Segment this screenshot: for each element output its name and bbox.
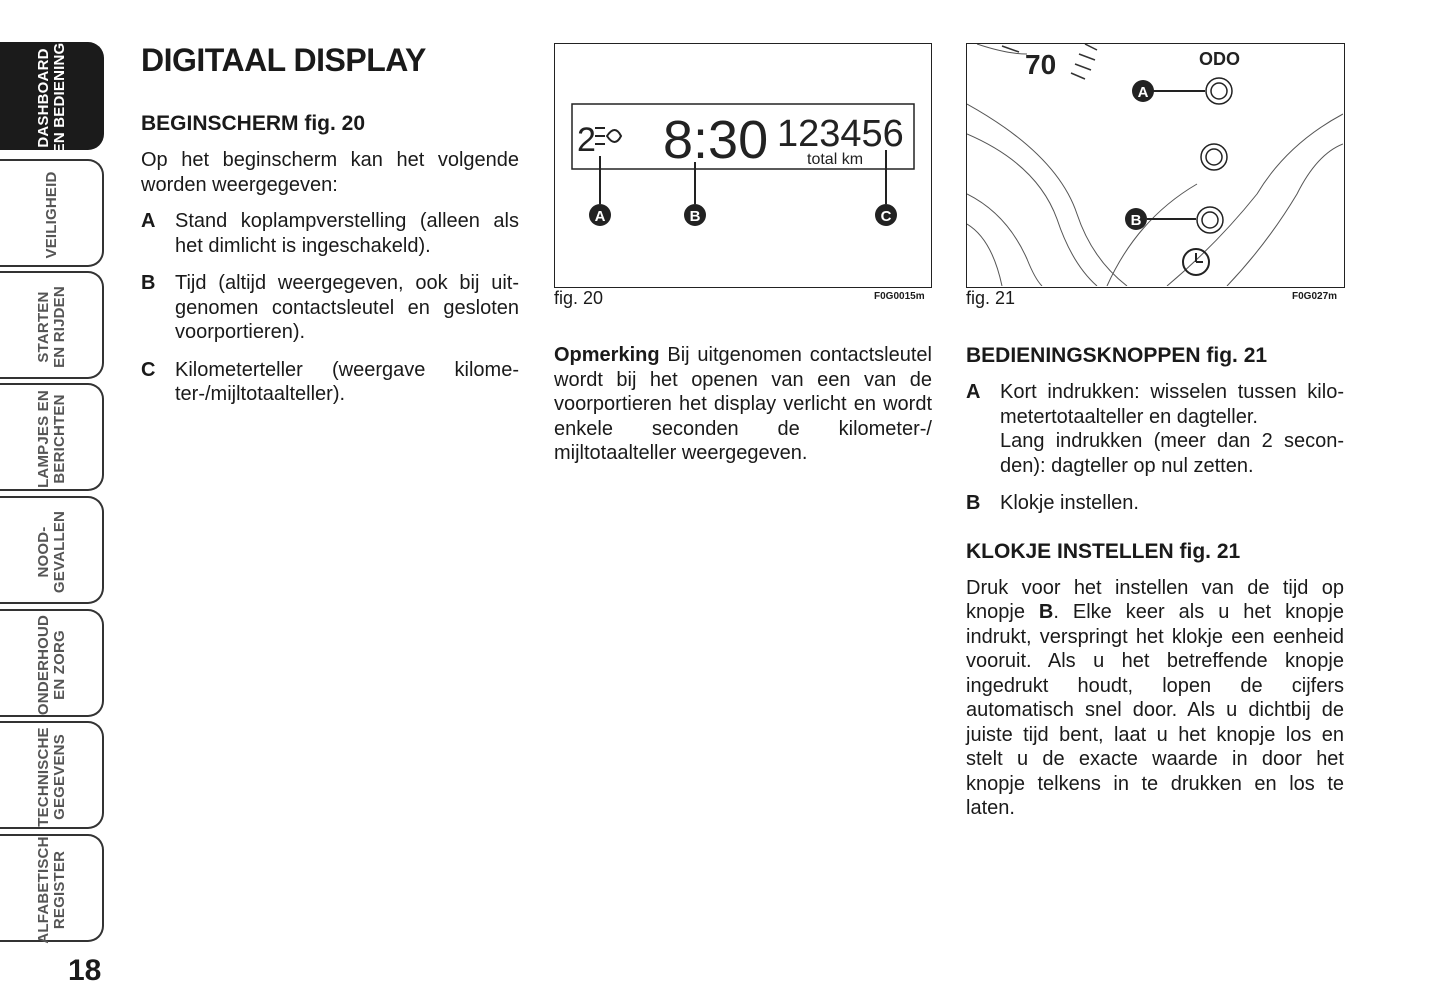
- para-bold: B: [1038, 601, 1054, 623]
- callout-b-label: B: [689, 208, 701, 225]
- tab-register[interactable]: [0, 834, 104, 942]
- tab-label: LAMPJES EN BERICHTEN: [35, 390, 68, 488]
- item-text: Klokje instellen.: [1000, 492, 1139, 514]
- tab-dashboard[interactable]: [0, 42, 104, 154]
- page-number: 18: [68, 954, 102, 987]
- clock-button: [1197, 207, 1223, 233]
- item-text-part1: Kort indrukken: wisselen tussen kilometertotaalteller en dagteller.: [1000, 381, 1344, 428]
- clock-value: 8:30: [663, 110, 769, 170]
- item-letter: C: [141, 358, 156, 381]
- odo-button: [1206, 78, 1232, 104]
- item-text-part2: Lang indrukken (meer dan 2 seconden): dagteller op nul zetten.: [1000, 430, 1344, 477]
- section-heading-klokje: KLOKJE INSTELLEN fig. 21: [966, 539, 1241, 563]
- figure-21: [966, 43, 1345, 288]
- headlamp-level-value: 2: [577, 121, 596, 159]
- item-text: Stand koplampverstelling (alleen als het dimlicht is ingeschakeld).: [175, 210, 519, 257]
- tab-veiligheid[interactable]: [0, 159, 104, 267]
- section-heading-beginscherm: BEGINSCHERM fig. 20: [141, 112, 366, 135]
- tab-label: NOOD- GEVALLEN: [35, 510, 68, 594]
- klokje-paragraph: [966, 576, 1344, 821]
- list-item: [966, 380, 1344, 478]
- display-illustration: [555, 44, 930, 286]
- item-text: Kilometerteller (weergave kilometer-/mijltotaalteller).: [175, 358, 519, 405]
- figure-21-code: F0G027m: [1292, 291, 1338, 302]
- callout-a-label: A: [594, 208, 606, 225]
- tab-lampjes[interactable]: [0, 383, 104, 491]
- odometer-unit: total km: [807, 151, 864, 168]
- column-2: [554, 343, 932, 478]
- item-letter: A: [966, 381, 981, 403]
- item-text: [1000, 380, 1344, 478]
- item-text: Tijd (altijd weergegeven, ook bij uitgenomen contactsleutel en gesloten voorportieren).: [175, 272, 519, 343]
- para-start: Druk voor het instellen van de tijd op knopje: [966, 576, 1344, 623]
- section-heading-bedieningsknoppen: BEDIENINGSKNOPPEN fig. 21: [966, 344, 1268, 367]
- figure-20-code: F0G0015m: [874, 291, 925, 302]
- para-end: . Elke keer als u het knopje indrukt, verspringt het klokje een eenheid vooruit. Als u het betreffende knopje ingedrukt houdt, lopen de cijfers automatisch snel door. Als u dichtbij de juiste tijd bent, laat u het knopje los en stelt u de exacte waarde in door het knopje telkens in te drukken en los te laten.: [966, 601, 1345, 819]
- intro-paragraph: Op het beginscherm kan het volgende worden weergegeven:: [141, 149, 519, 196]
- tab-onderhoud[interactable]: [0, 609, 104, 717]
- page-title: DIGITAAL DISPLAY: [141, 42, 426, 78]
- callout-a-label: A: [1137, 84, 1149, 101]
- item-letter: B: [141, 272, 156, 294]
- column-3: [966, 342, 1344, 833]
- column-1: [141, 40, 519, 420]
- item-letter: B: [966, 492, 981, 514]
- tab-label: TECHNISCHE GEGEVENS: [35, 727, 68, 827]
- list-item: [141, 209, 519, 258]
- tab-label: VEILIGHEID: [43, 171, 60, 259]
- item-letter: A: [141, 210, 156, 232]
- tab-noodgevallen[interactable]: [0, 496, 104, 604]
- figure-20-caption: fig. 20: [554, 288, 604, 308]
- clock-icon: [1183, 249, 1209, 275]
- list-item: [966, 491, 1344, 516]
- note-paragraph: [554, 343, 932, 466]
- tab-label: STARTEN EN RIJDEN: [35, 286, 68, 368]
- list-item: [141, 358, 519, 407]
- tab-starten[interactable]: [0, 271, 104, 379]
- tab-label: ONDERHOUD EN ZORG: [35, 614, 68, 716]
- instrument-cluster-illustration: [967, 44, 1343, 286]
- speed-value: 70: [1025, 49, 1057, 80]
- callout-b-label: B: [1130, 212, 1142, 229]
- figure-21-caption: fig. 21: [966, 288, 1016, 308]
- odometer-value: 123456: [777, 113, 904, 155]
- note-text: Bij uitgenomen contactsleutel wordt bij het openen van een van de voorportieren het display verlicht en wordt enkele seconden de kilometer-/ mijltotaalteller weergegeven.: [554, 344, 932, 464]
- list-item: [141, 271, 519, 345]
- cluster-contours: [967, 44, 1343, 286]
- tab-label: ALFABETISCH REGISTER: [35, 836, 68, 944]
- odo-label: ODO: [1199, 49, 1241, 69]
- tab-label: DASHBOARD EN BEDIENING: [35, 42, 68, 154]
- figure-20: [554, 43, 932, 288]
- middle-button: [1201, 144, 1227, 170]
- callout-c-label: C: [880, 208, 892, 225]
- tab-technische[interactable]: [0, 721, 104, 829]
- note-label: Opmerking: [554, 344, 660, 366]
